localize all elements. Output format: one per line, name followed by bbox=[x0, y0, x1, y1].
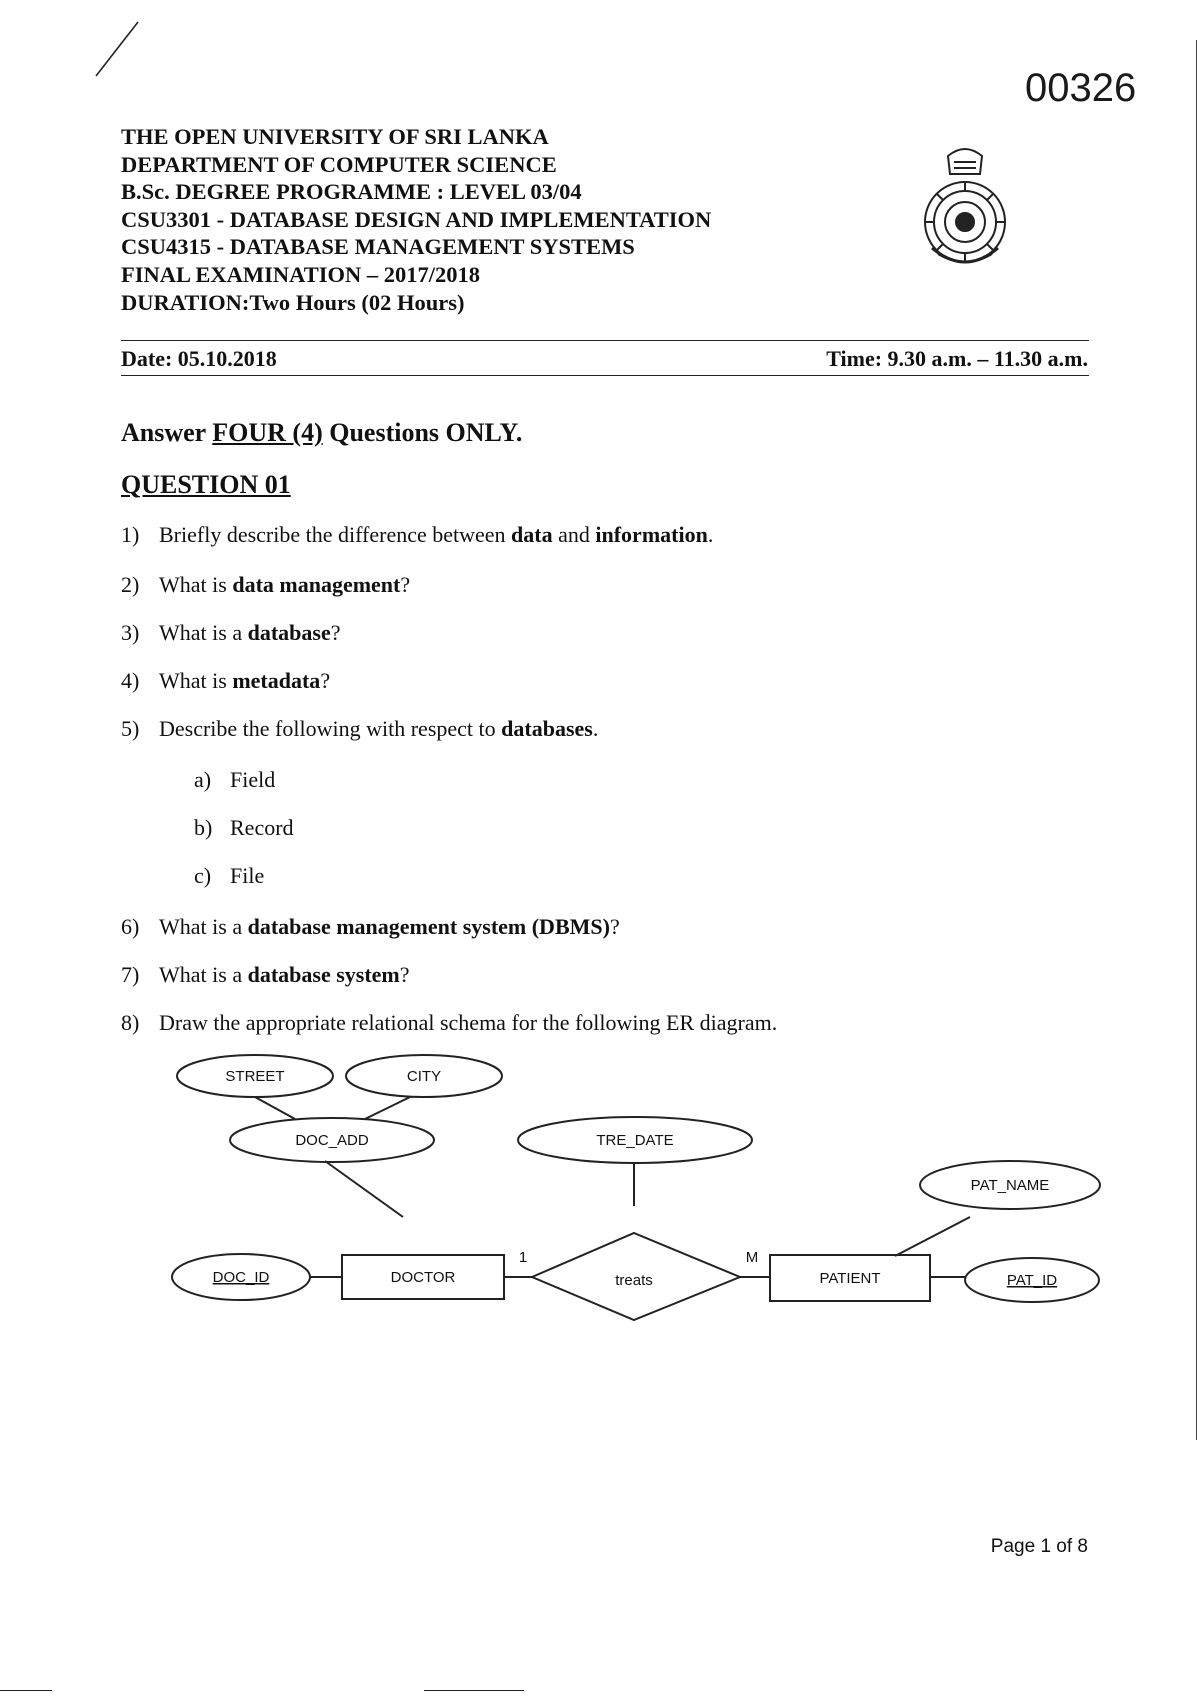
attr-patid-label: PAT_ID bbox=[1006, 1272, 1058, 1289]
question-item bbox=[121, 668, 330, 694]
attr-street-label: STREET bbox=[225, 1068, 285, 1085]
relationship-treats-label: treats bbox=[615, 1272, 653, 1289]
question-text: What is a bbox=[159, 914, 248, 939]
instruction-emphasis: FOUR (4) bbox=[212, 418, 323, 447]
attr-tredate-label: TRE_DATE bbox=[596, 1132, 674, 1149]
document-number: 00326 bbox=[1025, 66, 1137, 110]
question-number: 5) bbox=[121, 716, 140, 741]
scan-edge-line bbox=[424, 1690, 524, 1691]
sub-item-number: b) bbox=[194, 815, 213, 840]
question-item bbox=[121, 572, 410, 598]
line-docadd-doctor bbox=[325, 1161, 403, 1217]
scan-edge-line bbox=[1196, 40, 1197, 1440]
line-patient-patname bbox=[895, 1217, 970, 1256]
question-text: What is a bbox=[159, 620, 248, 645]
sub-item-text: Field bbox=[230, 767, 276, 792]
question-number: 6) bbox=[121, 914, 140, 939]
sub-item-number: c) bbox=[194, 863, 212, 888]
question-keyword: metadata bbox=[232, 668, 321, 693]
question-keyword: database system bbox=[247, 962, 400, 987]
sub-item-text: File bbox=[230, 863, 265, 888]
question-text: ? bbox=[399, 962, 410, 987]
question-text: What is a bbox=[159, 962, 248, 987]
page-number: Page 1 of 8 bbox=[990, 1536, 1088, 1557]
header-programme: B.Sc. DEGREE PROGRAMME : LEVEL 03/04 bbox=[121, 179, 582, 205]
question-number: 7) bbox=[121, 962, 140, 987]
header-course-2: CSU4315 - DATABASE MANAGEMENT SYSTEMS bbox=[121, 234, 635, 260]
pen-mark bbox=[90, 20, 170, 80]
header-department: DEPARTMENT OF COMPUTER SCIENCE bbox=[121, 151, 557, 177]
question-number: 2) bbox=[121, 572, 140, 597]
question-number: 1) bbox=[121, 522, 140, 547]
er-diagram bbox=[160, 1040, 1120, 1330]
header-exam: FINAL EXAMINATION – 2017/2018 bbox=[121, 261, 480, 287]
university-seal-logo bbox=[918, 136, 1012, 268]
question-text: Draw the appropriate relational schema for the following ER diagram. bbox=[159, 1010, 778, 1035]
exam-header bbox=[121, 123, 711, 316]
question-text: Briefly describe the difference between bbox=[159, 522, 512, 547]
cardinality-doctor-side: 1 bbox=[518, 1249, 528, 1266]
sub-item bbox=[194, 815, 294, 841]
scan-edge-line bbox=[0, 1690, 52, 1691]
question-item bbox=[121, 914, 620, 940]
attr-patname-label: PAT_NAME bbox=[970, 1177, 1050, 1194]
question-text: ? bbox=[330, 620, 341, 645]
sub-item-number: a) bbox=[194, 767, 212, 792]
attr-docid-label: DOC_ID bbox=[212, 1269, 270, 1286]
question-keyword: data bbox=[511, 522, 553, 547]
question-keyword: database bbox=[247, 620, 331, 645]
line-street-docadd bbox=[255, 1097, 295, 1119]
attr-city-label: CITY bbox=[406, 1068, 442, 1085]
header-rule-bottom bbox=[121, 375, 1089, 376]
question-keyword: data management bbox=[232, 572, 401, 597]
question-keyword: databases bbox=[501, 716, 593, 741]
header-duration: DURATION:Two Hours (02 Hours) bbox=[121, 289, 465, 315]
question-item bbox=[121, 716, 598, 742]
line-city-docadd bbox=[365, 1097, 410, 1119]
question-number: 3) bbox=[121, 620, 140, 645]
question-keyword: database management system (DBMS) bbox=[247, 914, 610, 939]
sub-item bbox=[194, 767, 275, 793]
exam-time: Time: 9.30 a.m. – 11.30 a.m. bbox=[826, 346, 1088, 371]
header-course-1: CSU3301 - DATABASE DESIGN AND IMPLEMENTATION bbox=[121, 206, 712, 232]
attr-docadd-label: DOC_ADD bbox=[295, 1132, 369, 1149]
header-rule-top bbox=[121, 340, 1089, 341]
question-item bbox=[121, 1010, 777, 1036]
question-title: QUESTION 01 bbox=[121, 470, 291, 499]
exam-date: Date: 05.10.2018 bbox=[121, 346, 277, 371]
question-text: ? bbox=[609, 914, 620, 939]
entity-doctor-label: DOCTOR bbox=[390, 1269, 456, 1286]
question-text: What is bbox=[159, 668, 233, 693]
question-item bbox=[121, 962, 410, 988]
header-university: THE OPEN UNIVERSITY OF SRI LANKA bbox=[121, 124, 549, 149]
cardinality-patient-side: M bbox=[745, 1249, 759, 1266]
question-number: 8) bbox=[121, 1010, 140, 1035]
answer-instruction bbox=[121, 418, 522, 448]
question-text: ? bbox=[320, 668, 331, 693]
entity-patient-label: PATIENT bbox=[819, 1270, 881, 1287]
question-item bbox=[121, 522, 713, 548]
instruction-prefix: Answer bbox=[121, 418, 213, 447]
question-text: ? bbox=[400, 572, 411, 597]
question-text: What is bbox=[159, 572, 233, 597]
sub-item bbox=[194, 863, 264, 889]
question-item bbox=[121, 620, 340, 646]
instruction-suffix: Questions ONLY. bbox=[322, 418, 523, 447]
question-text: Describe the following with respect to bbox=[159, 716, 502, 741]
question-number: 4) bbox=[121, 668, 140, 693]
sub-item-text: Record bbox=[230, 815, 294, 840]
question-text: . bbox=[707, 522, 714, 547]
question-text: . bbox=[592, 716, 599, 741]
question-keyword: information bbox=[595, 522, 708, 547]
question-text: and bbox=[552, 522, 596, 547]
